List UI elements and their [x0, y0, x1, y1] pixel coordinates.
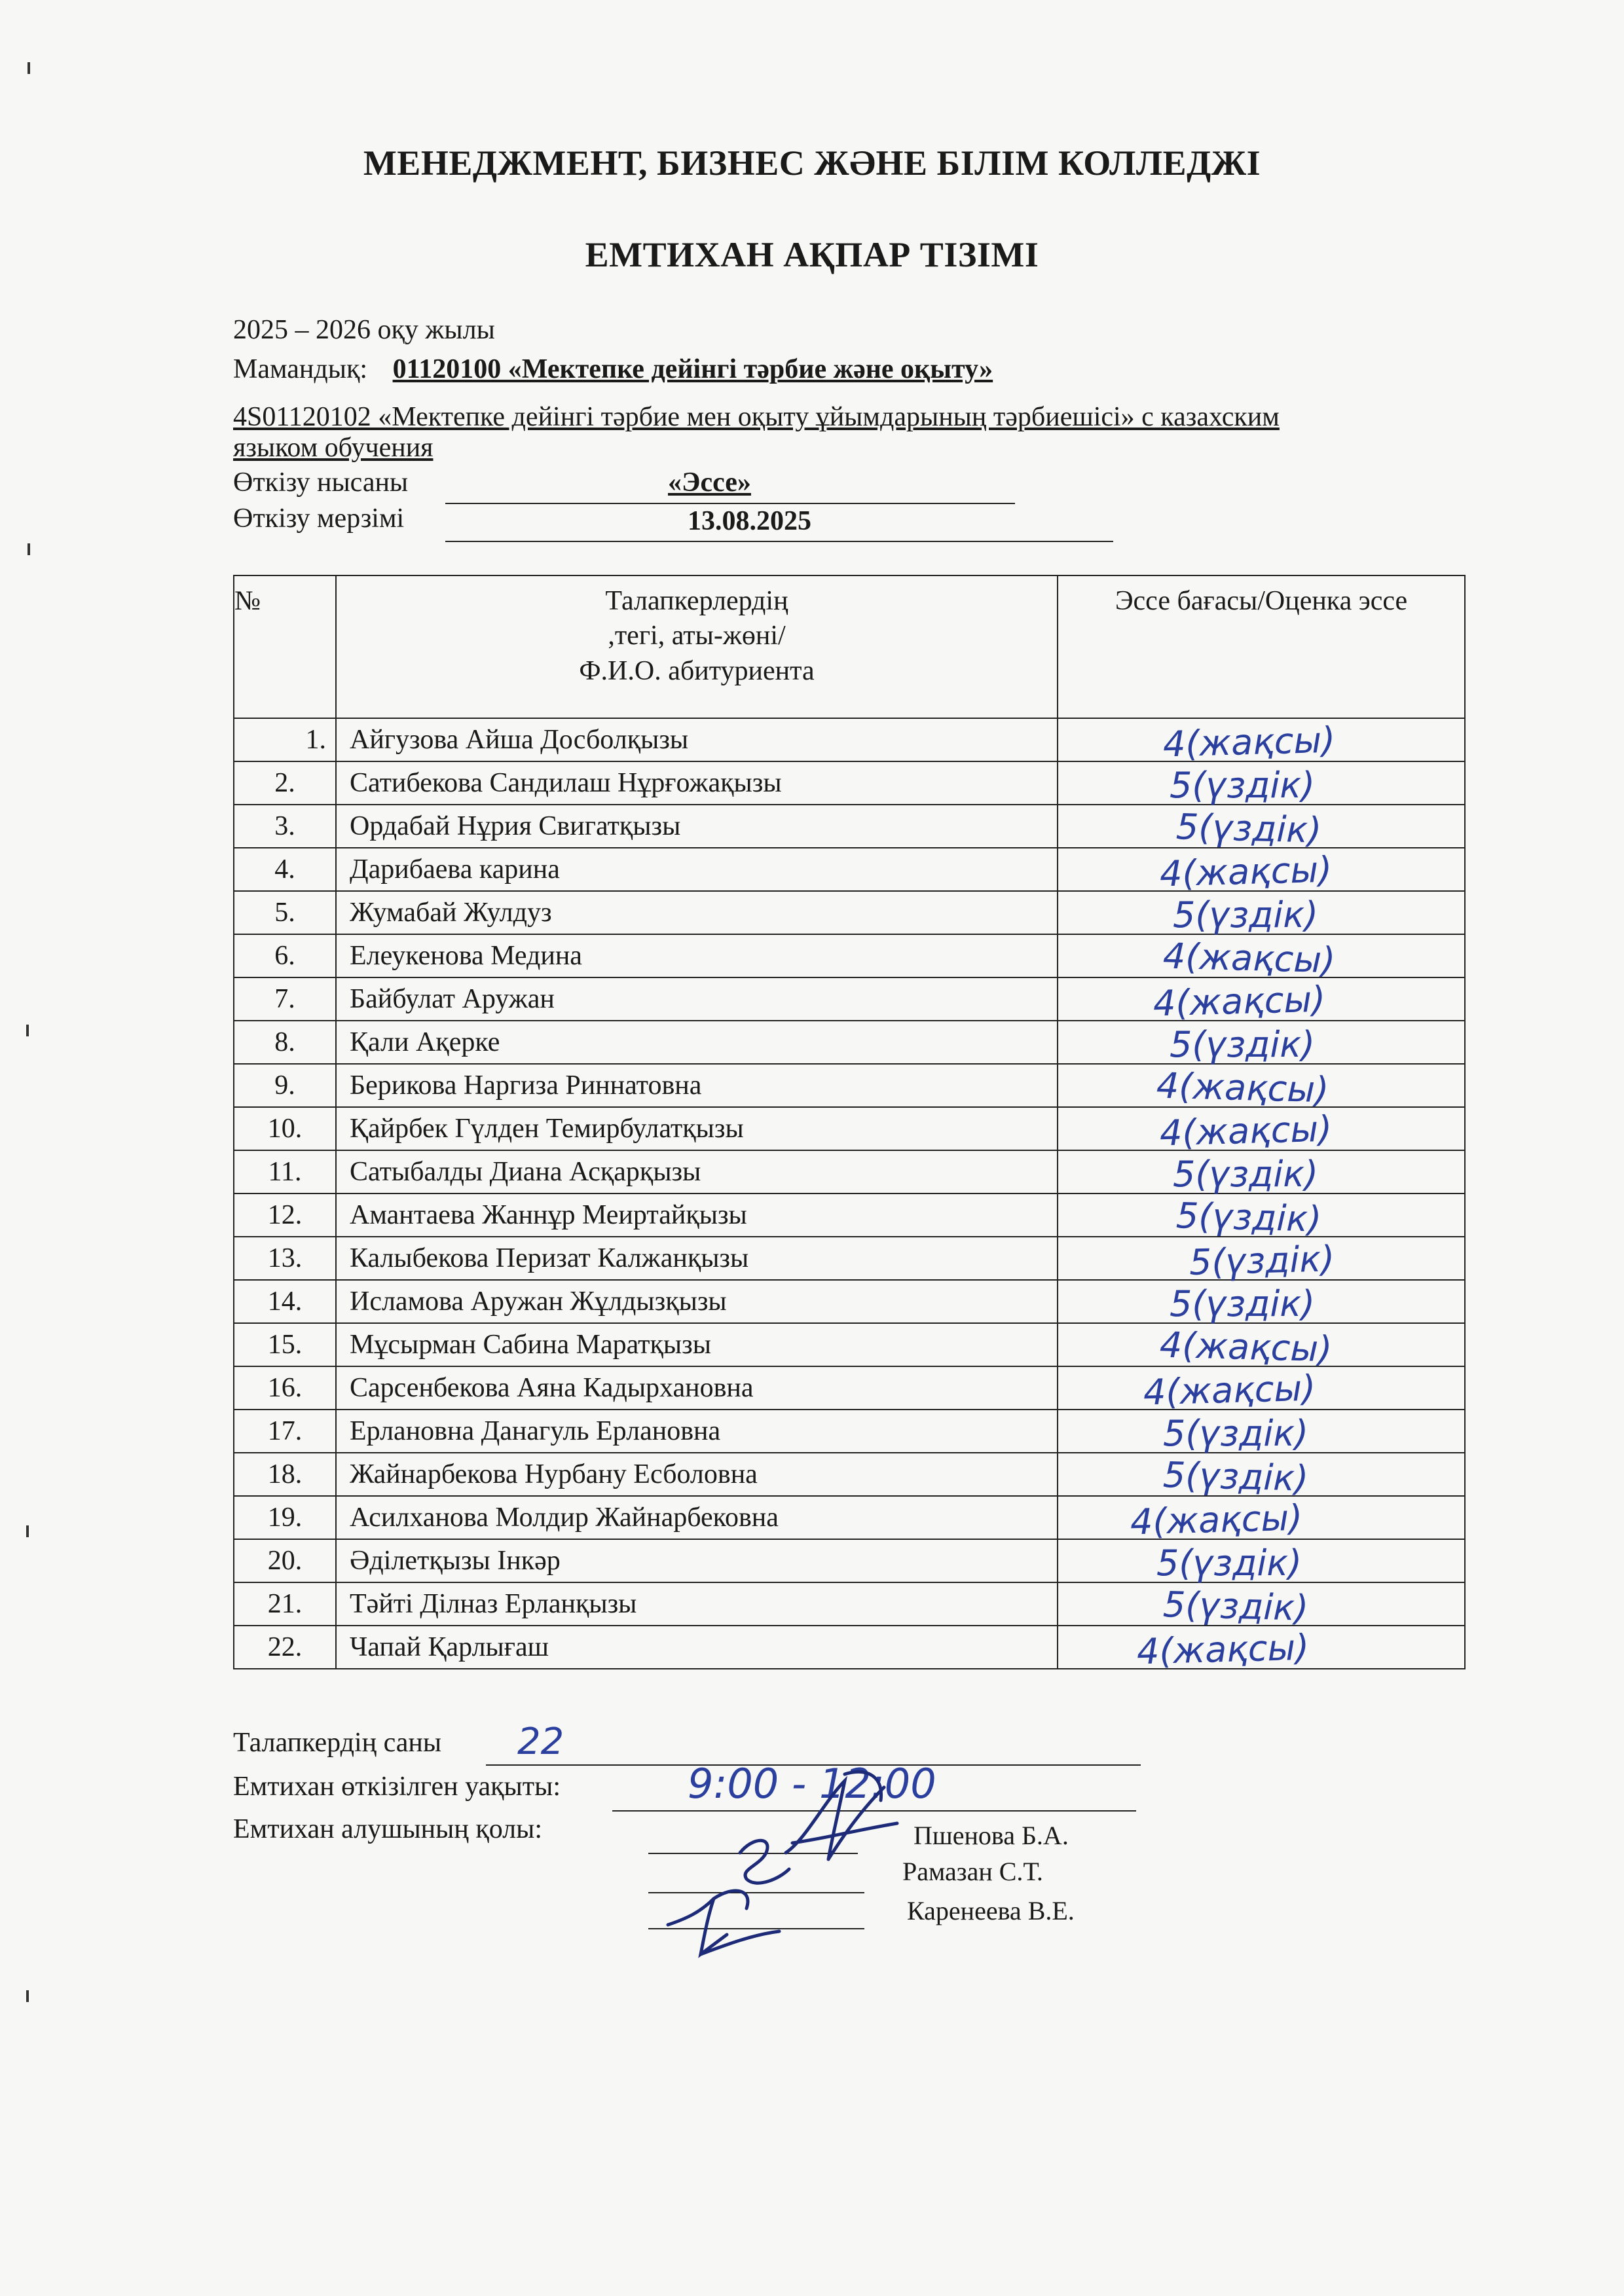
row-number: 6.	[234, 934, 336, 977]
table-row	[234, 1366, 1465, 1410]
row-number: 8.	[234, 1021, 336, 1064]
table-row	[234, 805, 1465, 848]
handwritten-grade: 4(жақсы)	[1153, 978, 1326, 1025]
handwritten-grade: 5(үздік)	[1170, 1283, 1316, 1324]
grade-cell	[1058, 761, 1465, 805]
column-name	[336, 575, 1058, 718]
scan-mark	[28, 543, 30, 555]
row-number: 19.	[234, 1496, 336, 1539]
applicant-name: Мұсырман Сабина Маратқызы	[336, 1323, 1058, 1366]
grade-cell	[1058, 1237, 1465, 1283]
handwritten-grade: 5(үздік)	[1162, 1584, 1309, 1629]
handwritten-grade: 5(үздік)	[1175, 806, 1322, 851]
form-rule-left	[445, 503, 661, 504]
row-number: 1.	[234, 718, 336, 761]
signature-3-image	[655, 1872, 786, 1964]
applicant-name: Сатибекова Сандилаш Нұрғожақызы	[336, 761, 1058, 805]
handwritten-grade: 4(жақсы)	[1143, 1367, 1316, 1413]
table-row	[234, 761, 1465, 805]
handwritten-grade: 4(жақсы)	[1159, 848, 1333, 895]
table-row	[234, 1539, 1465, 1582]
scan-mark	[26, 1025, 29, 1036]
table-row	[234, 1496, 1465, 1539]
row-number: 10.	[234, 1107, 336, 1150]
grade-cell	[1058, 934, 1465, 981]
applicant-name: Жумабай Жулдуз	[336, 891, 1058, 934]
grade-cell	[1058, 1064, 1465, 1111]
grade-cell	[1058, 1194, 1465, 1240]
examiner-3: Каренеева В.Е.	[907, 1896, 1075, 1925]
table-row	[234, 1194, 1465, 1237]
academic-year: 2025 – 2026 оқу жылы	[233, 315, 495, 345]
applicant-name: Айгузова Айша Досболқызы	[336, 718, 1058, 761]
grade-cell	[1058, 1453, 1465, 1499]
applicant-name: Тәйті Ділназ Ерланқызы	[336, 1582, 1058, 1626]
handwritten-grade: 5(үздік)	[1163, 1413, 1309, 1454]
table-row	[234, 891, 1465, 934]
row-number: 7.	[234, 977, 336, 1021]
row-number: 20.	[234, 1539, 336, 1582]
handwritten-grade: 4(жақсы)	[1130, 1497, 1303, 1543]
row-number: 17.	[234, 1410, 336, 1453]
date-label: Өткізу мерзімі	[233, 503, 405, 534]
row-number: 11.	[234, 1150, 336, 1194]
row-number: 21.	[234, 1582, 336, 1626]
row-number: 16.	[234, 1366, 336, 1410]
grade-cell	[1058, 1107, 1465, 1154]
row-number: 14.	[234, 1280, 336, 1323]
column-name-line-2: ,тегі, аты-жөні/	[608, 621, 786, 651]
table-row	[234, 1237, 1465, 1280]
grade-cell	[1058, 1366, 1465, 1413]
applicant-name: Елеукенова Медина	[336, 934, 1058, 977]
row-number: 3.	[234, 805, 336, 848]
specialty-label: Мамандық:	[233, 354, 368, 384]
grade-cell	[1058, 805, 1465, 851]
handwritten-grade: 4(жақсы)	[1159, 1108, 1333, 1154]
grade-cell	[1058, 1410, 1465, 1453]
examiner-1: Пшенова Б.А.	[913, 1821, 1069, 1850]
table-row	[234, 1064, 1465, 1107]
table-row	[234, 718, 1465, 761]
table-header-row	[234, 575, 1465, 718]
applicant-name: Дарибаева карина	[336, 848, 1058, 891]
handwritten-grade: 5(үздік)	[1156, 1542, 1302, 1584]
specialty-value: 01120100 «Мектепке дейінгі тәрбие және оқыту»	[392, 354, 993, 384]
signature-label: Емтихан алушының қолы:	[233, 1814, 543, 1844]
applicant-name: Асилханова Молдир Жайнарбековна	[336, 1496, 1058, 1539]
examiner-2: Рамазан С.Т.	[902, 1857, 1043, 1886]
handwritten-grade: 5(үздік)	[1162, 1454, 1309, 1499]
grade-cell	[1058, 1280, 1465, 1323]
applicants-table	[233, 575, 1466, 1673]
grade-cell	[1058, 1539, 1465, 1582]
qualification-continued: языком обучения	[233, 433, 434, 463]
applicant-name: Исламова Аружан Жұлдызқызы	[336, 1280, 1058, 1323]
scan-mark	[26, 1990, 29, 2002]
column-number: №	[234, 575, 336, 718]
grade-cell	[1058, 1323, 1465, 1370]
table-row	[234, 1626, 1465, 1669]
table-row	[234, 1410, 1465, 1453]
table-row	[234, 1150, 1465, 1194]
exam-time-value: 9:00 - 12:00	[688, 1760, 936, 1808]
applicant-name: Қайрбек Гүлден Темирбулатқызы	[336, 1107, 1058, 1150]
row-number: 18.	[234, 1453, 336, 1496]
table-row	[234, 1453, 1465, 1496]
applicant-name: Амантаева Жаннұр Меиртайқызы	[336, 1194, 1058, 1237]
applicant-name: Ерлановна Данагуль Ерлановна	[336, 1410, 1058, 1453]
table-row	[234, 1107, 1465, 1150]
row-number: 2.	[234, 761, 336, 805]
row-number: 22.	[234, 1626, 336, 1669]
applicant-count-value: 22	[517, 1721, 564, 1763]
handwritten-grade: 4(жақсы)	[1156, 1065, 1329, 1111]
qualification: 4S01120102 «Мектепке дейінгі тәрбие мен оқыту ұйымдарының тәрбиешісі» с казахским	[233, 402, 1280, 432]
form-label: Өткізу нысаны	[233, 467, 409, 498]
applicant-name: Жайнарбекова Нурбану Есболовна	[336, 1453, 1058, 1496]
handwritten-grade: 5(үздік)	[1173, 1154, 1319, 1195]
row-number: 5.	[234, 891, 336, 934]
handwritten-grade: 4(жақсы)	[1162, 719, 1336, 765]
grade-cell	[1058, 718, 1465, 765]
scan-mark	[28, 62, 30, 74]
table-row	[234, 1021, 1465, 1064]
date-value: 13.08.2025	[688, 506, 811, 536]
grade-cell	[1058, 891, 1465, 934]
handwritten-grade: 5(үздік)	[1173, 894, 1319, 936]
applicant-name: Сарсенбекова Аяна Кадырхановна	[336, 1366, 1058, 1410]
applicant-name: Чапай Қарлығаш	[336, 1626, 1058, 1669]
handwritten-grade: 5(үздік)	[1170, 765, 1316, 806]
applicant-name: Калыбекова Перизат Калжанқызы	[336, 1237, 1058, 1280]
grade-cell	[1058, 848, 1465, 895]
college-name: МЕНЕДЖМЕНТ, БИЗНЕС ЖӘНЕ БІЛІМ КОЛЛЕДЖІ	[363, 143, 1261, 183]
applicant-name: Берикова Наргиза Риннатовна	[336, 1064, 1058, 1107]
applicant-name: Қали Ақерке	[336, 1021, 1058, 1064]
table-row	[234, 1280, 1465, 1323]
date-rule	[445, 541, 1113, 542]
column-name-line-3: Ф.И.О. абитуриента	[579, 655, 815, 686]
table-row	[234, 977, 1465, 1021]
grade-cell	[1058, 1150, 1465, 1194]
document-title: ЕМТИХАН АҚПАР ТІЗІМІ	[585, 235, 1039, 274]
grade-cell	[1058, 1626, 1465, 1673]
row-number: 9.	[234, 1064, 336, 1107]
scan-mark	[26, 1525, 29, 1537]
handwritten-grade: 5(үздік)	[1175, 1195, 1322, 1240]
handwritten-grade: 4(жақсы)	[1136, 1626, 1310, 1673]
applicant-name: Байбулат Аружан	[336, 977, 1058, 1021]
table-row	[234, 1323, 1465, 1366]
applicant-name: Әділетқызы Інкәр	[336, 1539, 1058, 1582]
applicant-name: Сатыбалды Диана Асқарқызы	[336, 1150, 1058, 1194]
applicant-name: Ордабай Нұрия Свигатқызы	[336, 805, 1058, 848]
row-number: 13.	[234, 1237, 336, 1280]
table-row	[234, 848, 1465, 891]
table-row	[234, 1582, 1465, 1626]
column-grade: Эссе бағасы/Оценка эссе	[1058, 575, 1465, 718]
applicant-count-label: Талапкердің саны	[233, 1728, 442, 1758]
grade-cell	[1058, 977, 1465, 1025]
specialty-line	[233, 354, 993, 385]
grade-cell	[1058, 1021, 1465, 1064]
handwritten-grade: 4(жақсы)	[1159, 1324, 1333, 1370]
form-value: «Эссе»	[668, 467, 751, 498]
grade-cell	[1058, 1496, 1465, 1543]
row-number: 15.	[234, 1323, 336, 1366]
exam-time-label: Емтихан өткізілген уақыты:	[233, 1772, 561, 1802]
handwritten-grade: 5(үздік)	[1170, 1024, 1316, 1065]
table-row	[234, 934, 1465, 977]
column-name-line-1: Талапкерлердің	[605, 586, 788, 616]
grade-cell	[1058, 1582, 1465, 1629]
form-rule-right	[661, 503, 1015, 504]
row-number: 12.	[234, 1194, 336, 1237]
handwritten-grade: 4(жақсы)	[1162, 935, 1336, 981]
handwritten-grade: 5(үздік)	[1189, 1238, 1335, 1283]
row-number: 4.	[234, 848, 336, 891]
